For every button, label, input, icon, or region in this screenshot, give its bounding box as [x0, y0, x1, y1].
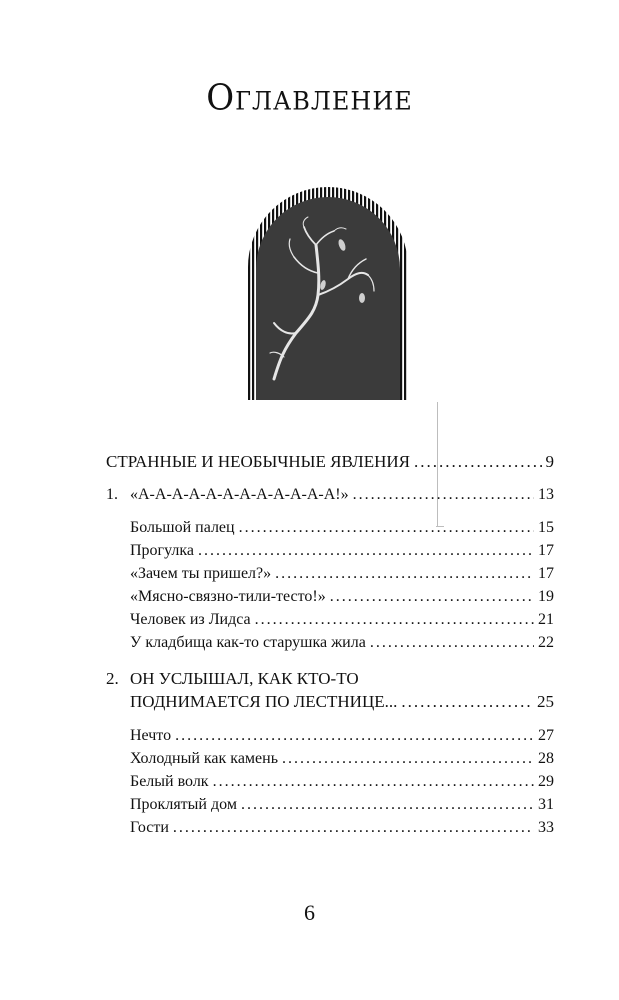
toc-entry: Прогулка ..... 17 — [106, 542, 554, 564]
toc-entry: Человек из Лидса ..... 21 — [106, 611, 554, 633]
toc-entry: У кладбища как-то старушка жила ..... 22 — [106, 634, 554, 656]
toc-entry: Проклятый дом ..... 31 — [106, 796, 554, 818]
toc-entry: 1. «А-А-А-А-А-А-А-А-А-А-А-А!» ..... 13 — [106, 486, 554, 508]
toc-entry: ПОДНИМАЕТСЯ ПО ЛЕСТНИЦЕ... ..... 25 — [106, 692, 554, 714]
toc-entry: Белый волк ..... 29 — [106, 773, 554, 795]
toc-entry: Холодный как камень ..... 28 — [106, 750, 554, 772]
toc-entry: СТРАННЫЕ И НЕОБЫЧНЫЕ ЯВЛЕНИЯ ..... 9 — [106, 452, 554, 474]
page-number: 6 — [304, 900, 315, 925]
toc-entry: 2. ОН УСЛЫШАЛ, КАК КТО-ТО — [106, 669, 359, 688]
toc-entry: Гости ..... 33 — [106, 819, 554, 841]
toc-entry: «Зачем ты пришел?» ..... 17 — [106, 565, 554, 587]
toc-entry: Большой палец ..... 15 — [106, 519, 554, 541]
toc-entry: «Мясно-связно-тили-тесто!» ..... 19 — [106, 588, 554, 610]
toc-entry: Нечто ..... 27 — [106, 727, 554, 749]
page-title: Оглавление — [206, 77, 413, 119]
arch-illustration — [244, 183, 412, 400]
